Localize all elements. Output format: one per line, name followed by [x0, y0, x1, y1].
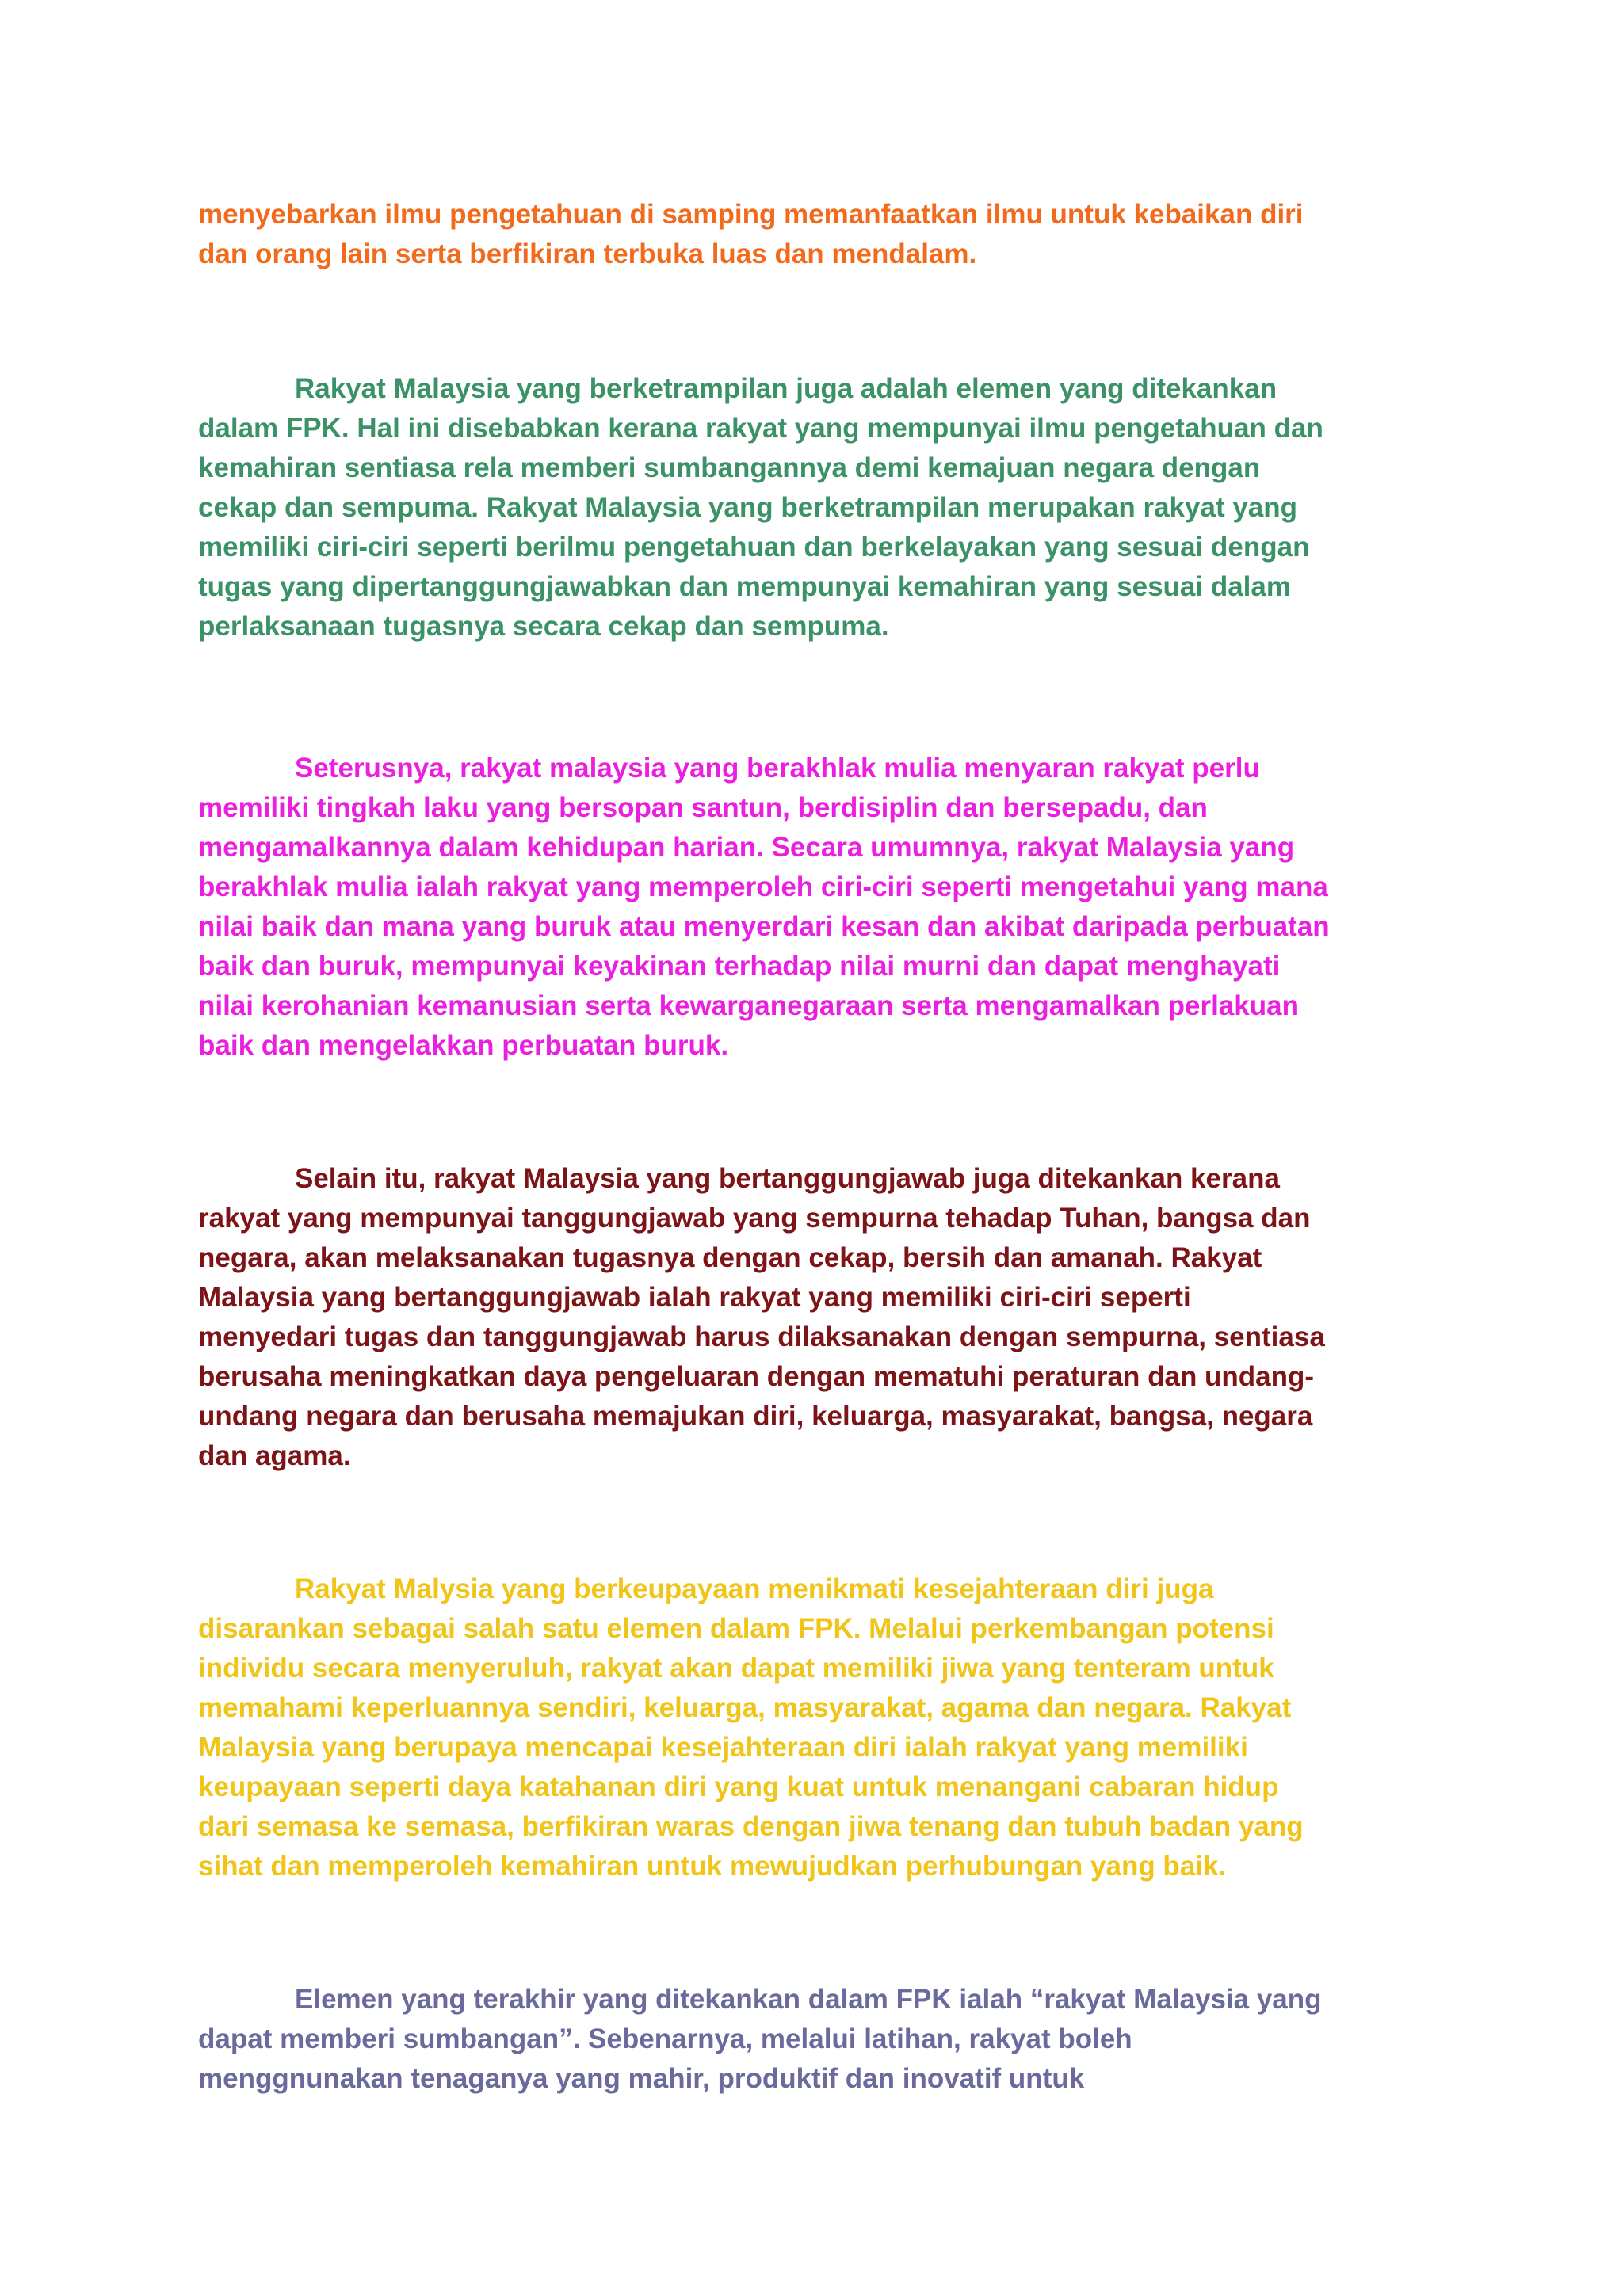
paragraph-line: nilai kerohanian kemanusian serta kewarganegaraan serta mengamalkan perlakuan	[198, 990, 1299, 1021]
paragraph-bertanggungjawab	[198, 1159, 1450, 1476]
paragraph-line: Seterusnya, rakyat malaysia yang berakhlak mulia menyaran rakyat perlu	[295, 753, 1260, 784]
paragraph-line: memiliki ciri-ciri seperti berilmu pengetahuan dan berkelayakan yang sesuai dengan	[198, 532, 1310, 563]
paragraph-line: negara, akan melaksanakan tugasnya dengan cekap, bersih dan amanah. Rakyat	[198, 1242, 1262, 1273]
paragraph-line: menyebarkan ilmu pengetahuan di samping memanfaatkan ilmu untuk kebaikan diri	[198, 199, 1304, 230]
paragraph-line: memiliki tingkah laku yang bersopan santun, berdisiplin dan bersepadu, dan	[198, 792, 1208, 823]
paragraph-line: Selain itu, rakyat Malaysia yang bertanggungjawab juga ditekankan kerana	[295, 1163, 1280, 1194]
paragraph-berketrampilan	[198, 369, 1450, 646]
paragraph-line: Elemen yang terakhir yang ditekankan dalam FPK ialah “rakyat Malaysia yang	[295, 1984, 1322, 2015]
paragraph-line: dapat memberi sumbangan”. Sebenarnya, melalui latihan, rakyat boleh	[198, 2023, 1132, 2054]
paragraph-line: dari semasa ke semasa, berfikiran waras dengan jiwa tenang dan tubuh badan yang	[198, 1811, 1304, 1842]
paragraph-line: menyedari tugas dan tanggungjawab harus dilaksanakan dengan sempurna, sentiasa	[198, 1322, 1325, 1352]
paragraph-line: Rakyat Malaysia yang berketrampilan juga adalah elemen yang ditekankan	[295, 373, 1277, 404]
paragraph-line: cekap dan sempuma. Rakyat Malaysia yang berketrampilan merupakan rakyat yang	[198, 492, 1298, 523]
paragraph-line: mengamalkannya dalam kehidupan harian. Secara umumnya, rakyat Malaysia yang	[198, 832, 1295, 863]
paragraph-line: dan agama.	[198, 1440, 351, 1471]
paragraph-kesejahteraan-diri	[198, 1569, 1450, 1886]
paragraph-line: baik dan mengelakkan perbuatan buruk.	[198, 1030, 729, 1061]
paragraph-line: keupayaan seperti daya katahanan diri yang kuat untuk menangani cabaran hidup	[198, 1772, 1279, 1802]
paragraph-line: menggnunakan tenaganya yang mahir, produktif dan inovatif untuk	[198, 2063, 1085, 2094]
paragraph-line: Rakyat Malysia yang berkeupayaan menikmati kesejahteraan diri juga	[295, 1573, 1214, 1604]
paragraph-line: undang negara dan berusaha memajukan diri, keluarga, masyarakat, bangsa, negara	[198, 1401, 1313, 1432]
paragraph-line: perlaksanaan tugasnya secara cekap dan sempuma.	[198, 611, 889, 642]
paragraph-line: tugas yang dipertanggungjawabkan dan mempunyai kemahiran yang sesuai dalam	[198, 571, 1291, 602]
paragraph-line: dan orang lain serta berfikiran terbuka luas dan mendalam.	[198, 238, 977, 269]
paragraph-line: berusaha meningkatkan daya pengeluaran dengan mematuhi peraturan dan undang-	[198, 1361, 1315, 1392]
paragraph-line: baik dan buruk, mempunyai keyakinan terhadap nilai murni dan dapat menghayati	[198, 951, 1281, 982]
paragraph-line: berakhlak mulia ialah rakyat yang memperoleh ciri-ciri seperti mengetahui yang mana	[198, 871, 1328, 902]
paragraph-line: nilai baik dan mana yang buruk atau menyerdari kesan dan akibat daripada perbuatan	[198, 911, 1330, 942]
paragraph-continuation	[198, 195, 1450, 274]
paragraph-line: kemahiran sentiasa rela memberi sumbangannya demi kemajuan negara dengan	[198, 452, 1261, 483]
paragraph-line: memahami keperluannya sendiri, keluarga, masyarakat, agama dan negara. Rakyat	[198, 1692, 1292, 1723]
paragraph-line: sihat dan memperoleh kemahiran untuk mewujudkan perhubungan yang baik.	[198, 1851, 1227, 1882]
paragraph-line: rakyat yang mempunyai tanggungjawab yang sempurna tehadap Tuhan, bangsa dan	[198, 1203, 1311, 1234]
paragraph-line: individu secara menyeruluh, rakyat akan dapat memiliki jiwa yang tenteram untuk	[198, 1653, 1274, 1684]
paragraph-memberi-sumbangan	[198, 1980, 1450, 2099]
paragraph-line: disarankan sebagai salah satu elemen dalam FPK. Melalui perkembangan potensi	[198, 1613, 1274, 1644]
paragraph-line: dalam FPK. Hal ini disebabkan kerana rakyat yang mempunyai ilmu pengetahuan dan	[198, 413, 1323, 444]
paragraph-berakhlak-mulia	[198, 749, 1450, 1066]
paragraph-line: Malaysia yang bertanggungjawab ialah rakyat yang memiliki ciri-ciri seperti	[198, 1282, 1191, 1313]
paragraph-line: Malaysia yang berupaya mencapai kesejahteraan diri ialah rakyat yang memiliki	[198, 1732, 1248, 1763]
